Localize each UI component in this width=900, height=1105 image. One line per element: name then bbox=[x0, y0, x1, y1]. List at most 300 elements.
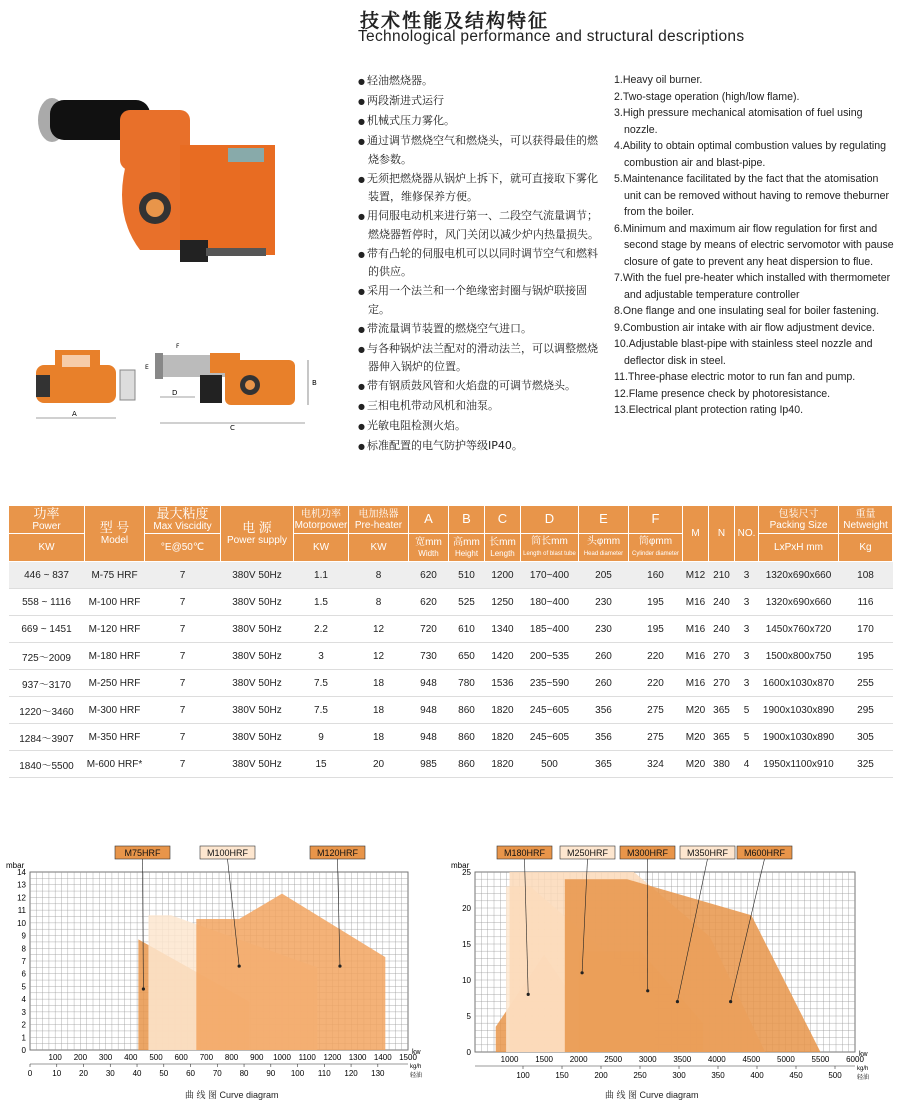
table-cell: M-300 HRF bbox=[85, 697, 145, 724]
x-tick-label: 800 bbox=[224, 1053, 239, 1062]
table-cell: 3 bbox=[735, 589, 759, 616]
table-cell: 325 bbox=[839, 751, 893, 778]
table-cell: 1320x690x660 bbox=[759, 589, 839, 616]
th-weight-unit: Kg bbox=[839, 534, 893, 562]
x-tick-label: 4000 bbox=[707, 1055, 726, 1064]
y-tick-label: 3 bbox=[21, 1007, 26, 1017]
feature-en-item: 1.Heavy oil burner. bbox=[614, 74, 703, 86]
x2-tick-label: 450 bbox=[789, 1071, 803, 1080]
y-tick-label: 9 bbox=[21, 931, 26, 941]
x2-tick-label: 10 bbox=[52, 1069, 62, 1078]
table-cell: 380V 50Hz bbox=[221, 643, 294, 670]
feature-en-item: 5.Maintenance facilitated by the fact that the atomisation unit can be removed without having to remove theburner from the boiler. bbox=[614, 173, 889, 218]
table-cell: 446 ~ 837 bbox=[9, 562, 85, 589]
x-tick-label: 1300 bbox=[348, 1053, 367, 1062]
x2-tick-label: 150 bbox=[555, 1071, 569, 1080]
table-cell: 270 bbox=[709, 670, 735, 697]
table-cell: 5 bbox=[735, 724, 759, 751]
y-tick-label: 12 bbox=[17, 893, 26, 903]
th-power: 功率 Power bbox=[9, 506, 85, 534]
y-tick-label: 8 bbox=[21, 944, 26, 954]
x-tick-label: 2000 bbox=[569, 1055, 588, 1064]
table-cell: 1500x800x750 bbox=[759, 643, 839, 670]
curve-chart-left bbox=[0, 840, 440, 1105]
feature-cn-item: ● 带流量调节装置的燃烧空气进口。 bbox=[358, 320, 608, 339]
table-cell: 3 bbox=[735, 616, 759, 643]
x-tick-label: 500 bbox=[149, 1053, 163, 1062]
feature-cn-item: ● 两段渐进式运行 bbox=[358, 92, 608, 111]
table-cell: 270 bbox=[709, 643, 735, 670]
table-cell: 210 bbox=[709, 562, 735, 589]
page-title-en: Technological performance and structural descriptions bbox=[358, 28, 745, 45]
th-heater: 电加热器 Pre-heater bbox=[349, 506, 409, 534]
dim-label-f: F bbox=[176, 343, 180, 350]
th-n: N bbox=[709, 506, 735, 562]
th-b: B bbox=[449, 506, 485, 534]
table-row bbox=[9, 697, 893, 724]
table-cell: 2.2 bbox=[294, 616, 349, 643]
feature-cn-item: ● 采用一个法兰和一个绝缘密封圈与锅炉联接固定。 bbox=[358, 282, 608, 318]
feature-en-item: 2.Two-stage operation (high/low flame). bbox=[614, 90, 800, 103]
table-cell: 220 bbox=[629, 670, 683, 697]
table-cell: 500 bbox=[521, 751, 579, 778]
x-tick-label: 600 bbox=[174, 1053, 188, 1062]
feature-en-item: 3.High pressure mechanical atomisation of fuel using nozzle. bbox=[614, 107, 863, 136]
chart-caption-right: 曲 线 图 Curve diagram bbox=[605, 1090, 699, 1100]
table-cell: 985 bbox=[409, 751, 449, 778]
table-cell: 620 bbox=[409, 589, 449, 616]
table-cell: 1.1 bbox=[294, 562, 349, 589]
y-axis-label: mbar bbox=[451, 861, 470, 870]
table-cell: 650 bbox=[449, 643, 485, 670]
x-tick-label: 1500 bbox=[535, 1055, 553, 1064]
th-b-sub: 高mm Height bbox=[449, 534, 485, 562]
table-cell: 116 bbox=[839, 589, 893, 616]
y-tick-label: 6 bbox=[21, 969, 26, 979]
table-cell: 380V 50Hz bbox=[221, 562, 294, 589]
spec-table bbox=[8, 505, 893, 778]
table-row bbox=[9, 724, 893, 751]
feature-en-item: 9.Combustion air intake with air flow adjustment device. bbox=[614, 321, 875, 334]
table-cell: 1.5 bbox=[294, 589, 349, 616]
front-dimension-diagram bbox=[30, 340, 140, 430]
table-row bbox=[9, 643, 893, 670]
x-axis-label: kw bbox=[412, 1049, 421, 1056]
feature-cn-item: ● 光敏电阻检测火焰。 bbox=[358, 417, 608, 436]
th-c: C bbox=[485, 506, 521, 534]
table-cell: 860 bbox=[449, 751, 485, 778]
legend-label: M120HRF bbox=[316, 848, 359, 858]
x2-tick-label: 120 bbox=[344, 1069, 358, 1078]
table-cell: 1200 bbox=[485, 562, 521, 589]
y-tick-label: 7 bbox=[21, 957, 26, 966]
table-cell: M-350 HRF bbox=[85, 724, 145, 751]
table-cell: 7 bbox=[145, 562, 221, 589]
legend-label: M250HRF bbox=[566, 848, 609, 858]
table-cell: 720 bbox=[409, 616, 449, 643]
table-cell: 7 bbox=[145, 643, 221, 670]
y-tick-label: 20 bbox=[462, 904, 471, 913]
x-tick-label: 300 bbox=[98, 1053, 113, 1062]
table-cell: 558 ~ 1116 bbox=[9, 589, 85, 616]
feature-cn-item: ● 三相电机带动风机和油泵。 bbox=[358, 397, 608, 416]
table-cell: 7.5 bbox=[294, 697, 349, 724]
table-cell: 1250 bbox=[485, 589, 521, 616]
x-tick-label: 400 bbox=[124, 1053, 138, 1062]
y-tick-label: 5 bbox=[21, 982, 26, 992]
table-cell: 195 bbox=[839, 643, 893, 670]
x2-tick-label: 40 bbox=[132, 1069, 142, 1078]
table-cell: 3 bbox=[294, 643, 349, 670]
table-cell: M-120 HRF bbox=[85, 616, 145, 643]
table-cell: M20 bbox=[683, 751, 709, 778]
table-cell: 12 bbox=[349, 616, 409, 643]
table-cell: 185~400 bbox=[521, 616, 579, 643]
y-tick-label: 0 bbox=[21, 1046, 26, 1055]
x2-tick-label: 350 bbox=[711, 1071, 725, 1080]
table-cell: 948 bbox=[409, 670, 449, 697]
feature-en-item: 7.With the fuel pre-heater which installed with thermometer and adjustable temperature controller bbox=[614, 272, 891, 301]
table-row bbox=[9, 616, 893, 643]
feature-en-item: 4.Ability to obtain optimal combustion values by regulating combustion air and blast-pipe. bbox=[614, 140, 887, 169]
table-cell: M12 bbox=[683, 562, 709, 589]
table-row bbox=[9, 589, 893, 616]
feature-cn-item: ● 与各种锅炉法兰配对的滑动法兰，可以调整燃烧器伸入锅炉的位置。 bbox=[358, 340, 608, 376]
x2-tick-label: 20 bbox=[79, 1069, 88, 1078]
table-cell: 220 bbox=[629, 643, 683, 670]
features-en-list bbox=[614, 72, 894, 419]
table-cell: 245~605 bbox=[521, 724, 579, 751]
features-cn-list bbox=[358, 72, 608, 457]
table-cell: 3 bbox=[735, 643, 759, 670]
table-cell: 937～3170 bbox=[9, 670, 85, 697]
table-cell: 510 bbox=[449, 562, 485, 589]
y-tick-label: 5 bbox=[466, 1012, 471, 1021]
table-cell: 305 bbox=[839, 724, 893, 751]
table-cell: 3 bbox=[735, 562, 759, 589]
x-tick-label: 1200 bbox=[323, 1053, 342, 1062]
table-cell: 3 bbox=[735, 670, 759, 697]
table-cell: 948 bbox=[409, 724, 449, 751]
table-cell: M16 bbox=[683, 643, 709, 670]
table-cell: 7 bbox=[145, 751, 221, 778]
table-cell: 235~590 bbox=[521, 670, 579, 697]
th-motor: 电机功率 Motorpower bbox=[294, 506, 349, 534]
y-tick-label: 0 bbox=[466, 1048, 471, 1057]
feature-cn-item: ● 无须把燃烧器从锅炉上拆下，就可直接取下雾化装置，维修保养方便。 bbox=[358, 170, 608, 206]
x-tick-label: 1000 bbox=[273, 1053, 291, 1062]
table-cell: 7 bbox=[145, 670, 221, 697]
x-tick-label: 5500 bbox=[811, 1055, 830, 1064]
table-cell: 1820 bbox=[485, 697, 521, 724]
table-cell: 205 bbox=[579, 562, 629, 589]
table-cell: 20 bbox=[349, 751, 409, 778]
table-cell: 1284～3907 bbox=[9, 724, 85, 751]
x2-axis-label: kg/h bbox=[410, 1064, 422, 1070]
table-cell: 18 bbox=[349, 724, 409, 751]
feature-cn-item: ● 轻油燃烧器。 bbox=[358, 72, 608, 91]
table-cell: 170~400 bbox=[521, 562, 579, 589]
y-tick-label: 2 bbox=[21, 1020, 26, 1030]
x-tick-label: 1500 bbox=[399, 1053, 417, 1062]
table-cell: 669 ~ 1451 bbox=[9, 616, 85, 643]
dim-label-c: C bbox=[230, 424, 235, 432]
dim-label-e: E bbox=[145, 364, 149, 371]
x-tick-label: 1100 bbox=[298, 1053, 316, 1062]
table-cell: 380V 50Hz bbox=[221, 616, 294, 643]
table-cell: 240 bbox=[709, 589, 735, 616]
table-cell: 195 bbox=[629, 616, 683, 643]
y-tick-label: 11 bbox=[17, 906, 26, 916]
legend-label: M600HRF bbox=[743, 848, 786, 858]
th-power-supply: 电 源 Power supply bbox=[221, 506, 294, 562]
table-cell: M-250 HRF bbox=[85, 670, 145, 697]
y-tick-label: 4 bbox=[21, 995, 26, 1005]
table-cell: 730 bbox=[409, 643, 449, 670]
x2-tick-label: 80 bbox=[239, 1069, 249, 1078]
table-cell: 9 bbox=[294, 724, 349, 751]
table-cell: 1220～3460 bbox=[9, 697, 85, 724]
table-cell: 860 bbox=[449, 697, 485, 724]
feature-en-item: 12.Flame presence check by photoresistance. bbox=[614, 387, 831, 400]
table-cell: 860 bbox=[449, 724, 485, 751]
chart-caption-left: 曲 线 图 Curve diagram bbox=[185, 1090, 279, 1100]
feature-en-item: 6.Minimum and maximum air flow regulation for first and second stage by means of electric servomotor with pause closure of gate to prevent any heat dispersion to flue. bbox=[614, 222, 894, 268]
table-cell: M16 bbox=[683, 670, 709, 697]
table-cell: 1420 bbox=[485, 643, 521, 670]
table-cell: 1820 bbox=[485, 724, 521, 751]
x2-tick-label: 110 bbox=[317, 1069, 331, 1078]
side-dimension-diagram bbox=[140, 335, 330, 435]
table-row bbox=[9, 562, 893, 589]
table-cell: M16 bbox=[683, 616, 709, 643]
y-tick-label: 1 bbox=[21, 1033, 26, 1043]
table-cell: 15 bbox=[294, 751, 349, 778]
table-cell: 7.5 bbox=[294, 670, 349, 697]
table-cell: M20 bbox=[683, 697, 709, 724]
th-d: D bbox=[521, 506, 579, 534]
table-cell: 380V 50Hz bbox=[221, 751, 294, 778]
table-cell: 1950x1100x910 bbox=[759, 751, 839, 778]
table-cell: 260 bbox=[579, 670, 629, 697]
x-tick-label: 3500 bbox=[673, 1055, 692, 1064]
feature-en-item: 10.Adjustable blast-pipe with stainless steel nozzle and deflector disk in steel. bbox=[614, 338, 873, 367]
table-cell: 365 bbox=[709, 697, 735, 724]
table-cell: 275 bbox=[629, 724, 683, 751]
feature-cn-item: ● 带有凸轮的伺服电机可以以同时调节空气和燃料的供应。 bbox=[358, 245, 608, 281]
x-tick-label: 200 bbox=[73, 1053, 88, 1062]
y-tick-label: 25 bbox=[462, 868, 471, 877]
table-cell: 230 bbox=[579, 616, 629, 643]
th-pack: 包装尺寸 Packing Size bbox=[759, 506, 839, 534]
th-heater-unit: KW bbox=[349, 534, 409, 562]
burner-photo bbox=[30, 90, 290, 280]
table-cell: 380V 50Hz bbox=[221, 724, 294, 751]
x2-tick-label: 90 bbox=[266, 1069, 276, 1078]
table-cell: 365 bbox=[709, 724, 735, 751]
table-cell: 108 bbox=[839, 562, 893, 589]
table-cell: 7 bbox=[145, 697, 221, 724]
th-motor-unit: KW bbox=[294, 534, 349, 562]
table-cell: 1900x1030x890 bbox=[759, 697, 839, 724]
table-cell: 610 bbox=[449, 616, 485, 643]
table-cell: 620 bbox=[409, 562, 449, 589]
table-cell: 1340 bbox=[485, 616, 521, 643]
feature-en-item: 11.Three-phase electric motor to run fan and pump. bbox=[614, 371, 856, 383]
table-cell: 295 bbox=[839, 697, 893, 724]
y-tick-label: 14 bbox=[17, 868, 26, 877]
x2-tick-label: 60 bbox=[186, 1069, 195, 1078]
table-cell: 356 bbox=[579, 724, 629, 751]
table-cell: M-75 HRF bbox=[85, 562, 145, 589]
th-d-sub: 筒长mm Length of blast tube bbox=[521, 534, 579, 562]
table-cell: 200~535 bbox=[521, 643, 579, 670]
table-cell: M-180 HRF bbox=[85, 643, 145, 670]
th-visc-unit: °E@50℃ bbox=[145, 534, 221, 562]
table-cell: 7 bbox=[145, 589, 221, 616]
table-cell: 180~400 bbox=[521, 589, 579, 616]
table-cell: 380V 50Hz bbox=[221, 589, 294, 616]
feature-cn-item: ● 用伺服电动机来进行第一、二段空气流量调节；燃烧器暂停时，风门关闭以减少炉内热量损失。 bbox=[358, 207, 608, 243]
table-cell: 275 bbox=[629, 697, 683, 724]
feature-cn-item: ● 机械式压力雾化。 bbox=[358, 112, 608, 131]
th-a: A bbox=[409, 506, 449, 534]
table-cell: 7 bbox=[145, 616, 221, 643]
th-no: NO. bbox=[735, 506, 759, 562]
table-cell: 948 bbox=[409, 697, 449, 724]
x2-tick-label: 50 bbox=[159, 1069, 169, 1078]
table-cell: 1820 bbox=[485, 751, 521, 778]
table-cell: M-600 HRF* bbox=[85, 751, 145, 778]
legend-label: M75HRF bbox=[124, 848, 161, 858]
table-cell: 5 bbox=[735, 697, 759, 724]
feature-en-item: 8.One flange and one insulating seal for boiler fastening. bbox=[614, 305, 880, 317]
x-tick-label: 4500 bbox=[742, 1055, 761, 1064]
table-cell: 195 bbox=[629, 589, 683, 616]
table-cell: 380V 50Hz bbox=[221, 670, 294, 697]
table-cell: 1840～5500 bbox=[9, 751, 85, 778]
x-axis-label: kw bbox=[859, 1051, 868, 1058]
dim-label-a: A bbox=[72, 410, 77, 418]
table-cell: 1900x1030x890 bbox=[759, 724, 839, 751]
y-tick-label: 15 bbox=[462, 940, 471, 949]
th-model: 型 号 Model bbox=[85, 506, 145, 562]
table-row bbox=[9, 751, 893, 778]
x2-tick-label: 30 bbox=[105, 1069, 115, 1078]
y-axis-label: mbar bbox=[6, 861, 25, 870]
table-cell: 18 bbox=[349, 697, 409, 724]
x2-tick-label: 130 bbox=[371, 1069, 385, 1078]
x-tick-label: 1000 bbox=[500, 1055, 519, 1064]
th-viscosity: 最大粘度 Max Viscidity bbox=[145, 506, 221, 534]
x-tick-label: 700 bbox=[199, 1053, 214, 1062]
table-cell: 1536 bbox=[485, 670, 521, 697]
th-f: F bbox=[629, 506, 683, 534]
table-cell: 255 bbox=[839, 670, 893, 697]
page-title-cn: 技术性能及结构特征 bbox=[360, 10, 550, 32]
x-tick-label: 3000 bbox=[638, 1055, 657, 1064]
legend-label: M180HRF bbox=[503, 848, 546, 858]
x2-tick-label: 0 bbox=[27, 1069, 33, 1078]
x-tick-label: 2500 bbox=[604, 1055, 623, 1064]
legend-label: M100HRF bbox=[206, 848, 249, 858]
y-tick-label: 10 bbox=[462, 976, 471, 985]
x-tick-label: 900 bbox=[250, 1053, 264, 1062]
table-cell: 160 bbox=[629, 562, 683, 589]
table-cell: 356 bbox=[579, 697, 629, 724]
y-tick-label: 13 bbox=[17, 880, 26, 890]
x2-tick-label: 100 bbox=[516, 1071, 530, 1080]
table-cell: 8 bbox=[349, 562, 409, 589]
table-cell: M20 bbox=[683, 724, 709, 751]
dim-label-b: B bbox=[312, 379, 317, 387]
legend-label: M350HRF bbox=[686, 848, 729, 858]
table-cell: 780 bbox=[449, 670, 485, 697]
x2-tick-label: 400 bbox=[750, 1071, 764, 1080]
table-cell: 230 bbox=[579, 589, 629, 616]
table-cell: 1450x760x720 bbox=[759, 616, 839, 643]
th-weight: 重量 Netweight bbox=[839, 506, 893, 534]
table-row bbox=[9, 670, 893, 697]
table-cell: 365 bbox=[579, 751, 629, 778]
x2-tick-label: 100 bbox=[290, 1069, 305, 1078]
table-cell: 1600x1030x870 bbox=[759, 670, 839, 697]
table-cell: 12 bbox=[349, 643, 409, 670]
x2-axis-label-cn: 轻油 bbox=[410, 1072, 423, 1079]
table-cell: 1320x690x660 bbox=[759, 562, 839, 589]
table-cell: 324 bbox=[629, 751, 683, 778]
table-cell: 170 bbox=[839, 616, 893, 643]
table-cell: 4 bbox=[735, 751, 759, 778]
th-m: M bbox=[683, 506, 709, 562]
table-cell: M16 bbox=[683, 589, 709, 616]
table-cell: 380V 50Hz bbox=[221, 697, 294, 724]
feature-cn-item: ● 标准配置的电气防护等级IP40。 bbox=[358, 437, 608, 456]
x-tick-label: 100 bbox=[48, 1053, 62, 1062]
x-tick-label: 1400 bbox=[373, 1053, 392, 1062]
th-a-sub: 宽mm Width bbox=[409, 534, 449, 562]
table-cell: 8 bbox=[349, 589, 409, 616]
x-tick-label: 6000 bbox=[846, 1055, 864, 1064]
x-tick-label: 5000 bbox=[777, 1055, 795, 1064]
table-cell: 525 bbox=[449, 589, 485, 616]
x2-tick-label: 300 bbox=[672, 1071, 686, 1080]
x2-axis-label-cn: 轻油 bbox=[857, 1074, 870, 1081]
x2-tick-label: 500 bbox=[828, 1071, 842, 1080]
table-cell: 725～2009 bbox=[9, 643, 85, 670]
th-e-sub: 头φmm Head diameter bbox=[579, 534, 629, 562]
curve-chart-right bbox=[445, 840, 895, 1105]
x2-axis-label: kg/h bbox=[857, 1066, 869, 1072]
th-power-unit: KW bbox=[9, 534, 85, 562]
th-f-sub: 筒φmm Cylinder diameter bbox=[629, 534, 683, 562]
x2-tick-label: 250 bbox=[633, 1071, 647, 1080]
table-cell: 245~605 bbox=[521, 697, 579, 724]
table-cell: 380 bbox=[709, 751, 735, 778]
feature-cn-item: ● 带有钢质鼓风管和火焰盘的可调节燃烧头。 bbox=[358, 377, 608, 396]
legend-label: M300HRF bbox=[626, 848, 669, 858]
feature-en-item: 13.Electrical plant protection rating Ip40. bbox=[614, 404, 804, 416]
th-e: E bbox=[579, 506, 629, 534]
table-cell: 240 bbox=[709, 616, 735, 643]
table-cell: M-100 HRF bbox=[85, 589, 145, 616]
th-pack-unit: LxPxH mm bbox=[759, 534, 839, 562]
dim-label-d: D bbox=[172, 389, 178, 397]
x2-tick-label: 70 bbox=[212, 1069, 222, 1078]
y-tick-label: 10 bbox=[17, 918, 26, 928]
table-cell: 260 bbox=[579, 643, 629, 670]
table-cell: 18 bbox=[349, 670, 409, 697]
